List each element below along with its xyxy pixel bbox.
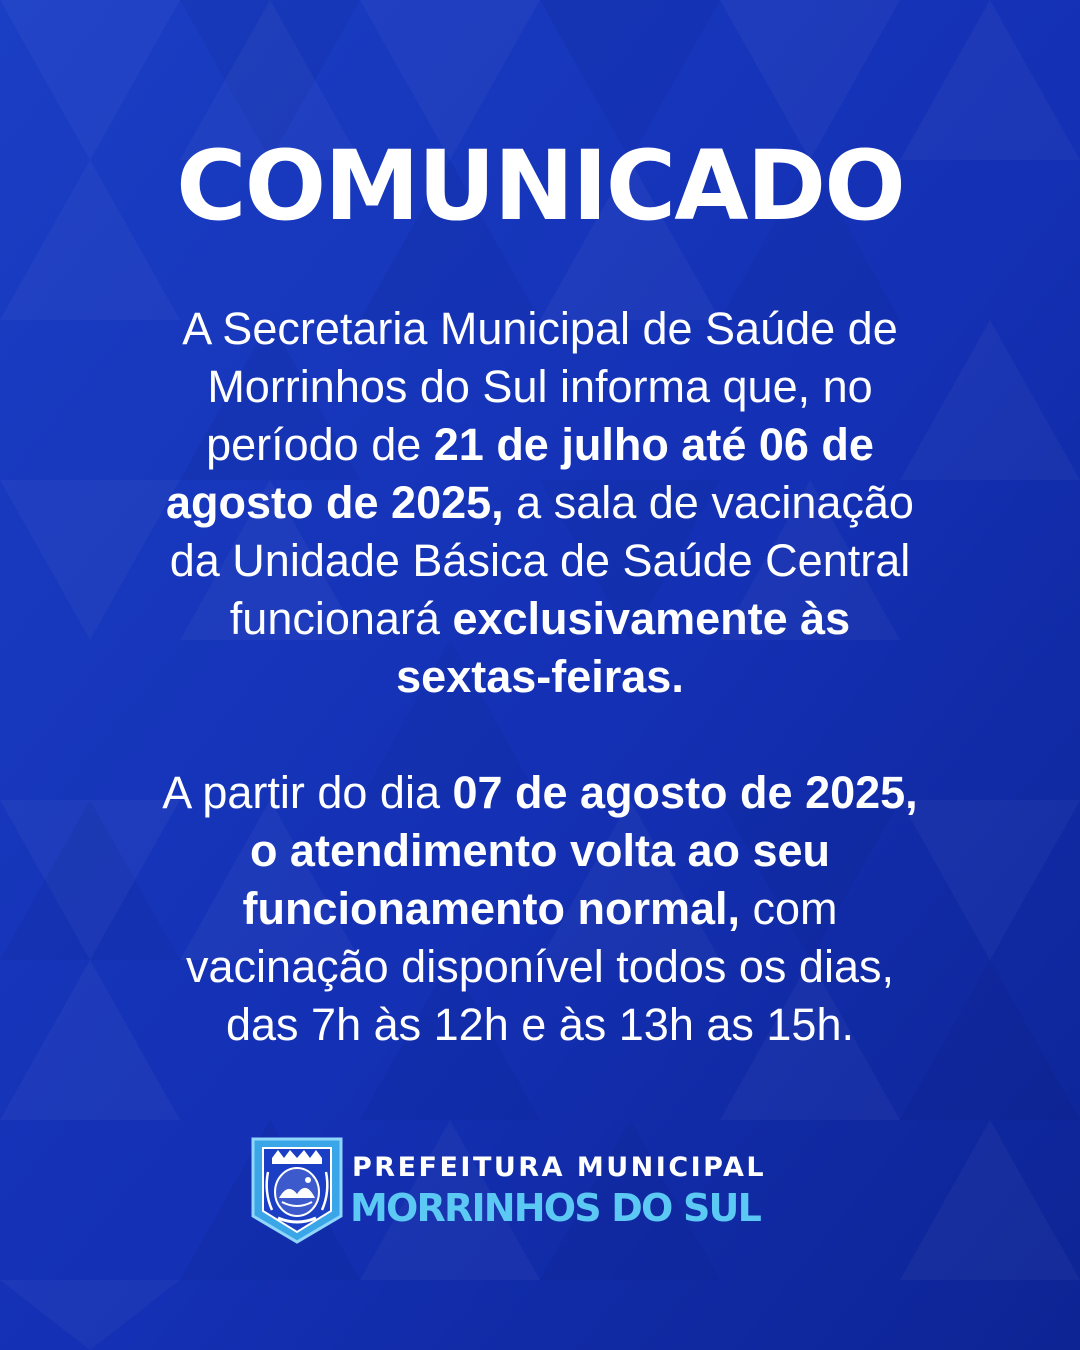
text-run: período de: [206, 419, 434, 470]
text-run: com: [740, 883, 838, 934]
bold-text-run: 21 de julho até 06 de: [433, 419, 874, 470]
text-run: Morrinhos do Sul informa que, no: [207, 361, 873, 412]
bold-text-run: exclusivamente às: [452, 593, 851, 644]
bold-text-run: agosto de 2025,: [166, 477, 504, 528]
announcement-paragraph-1: [90, 300, 990, 706]
bold-text-run: o atendimento volta ao seu: [249, 825, 831, 876]
page-title: COMUNICADO: [176, 130, 904, 242]
text-run: vacinação disponível todos os dias,: [186, 941, 894, 992]
text-run: da Unidade Básica de Saúde Central: [169, 535, 911, 586]
text-run: das 7h às 12h e às 13h as 15h.: [226, 999, 854, 1050]
text-run: A partir do dia: [162, 767, 453, 818]
text-run: A Secretaria Municipal de Saúde de: [182, 303, 898, 354]
text-run: funcionará: [229, 593, 453, 644]
prefeitura-logo: [250, 1136, 830, 1248]
text-run: a sala de vacinação: [503, 477, 914, 528]
municipal-coat-of-arms-icon: [250, 1136, 344, 1246]
announcement-paragraph-2: [90, 764, 990, 1054]
bold-text-run: 07 de agosto de 2025,: [452, 767, 918, 818]
bold-text-run: funcionamento normal,: [242, 883, 740, 934]
logo-city-name: MORRINHOS DO SUL: [350, 1186, 760, 1230]
logo-title-line: PREFEITURA MUNICIPAL: [352, 1152, 767, 1183]
bold-text-run: sextas-feiras.: [396, 651, 684, 702]
